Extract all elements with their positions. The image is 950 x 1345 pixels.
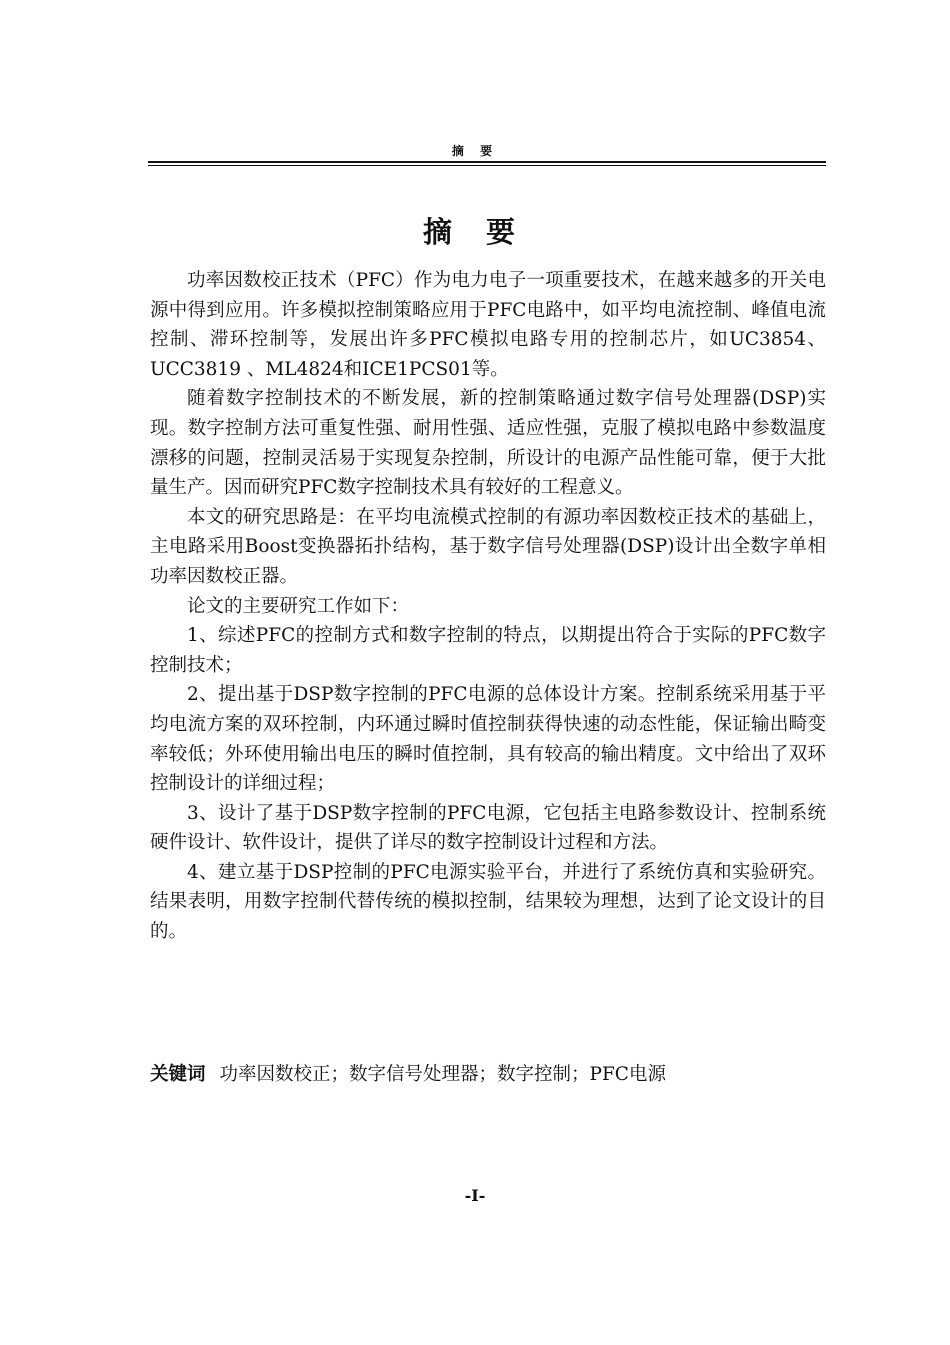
page-number: -I-	[464, 1186, 486, 1205]
abstract-paragraph: 功率因数校正技术（PFC）作为电力电子一项重要技术，在越来越多的开关电源中得到应用。许多模拟控制策略应用于PFC电路中，如平均电流控制、峰值电流控制、滞环控制等，发展出许多PFC模拟电路专用的控制芯片，如UC3854、UCC3819 、ML4824和ICE1PCS01等。	[150, 270, 826, 380]
header-divider	[148, 161, 826, 163]
abstract-list-item: 4、建立基于DSP控制的PFC电源实验平台，并进行了系统仿真和实验研究。结果表明，用数字控制代替传统的模拟控制，结果较为理想，达到了论文设计的目的。	[150, 861, 826, 943]
page-title: 摘 要	[422, 215, 528, 249]
abstract-paragraph: 随着数字控制技术的不断发展，新的控制策略通过数字信号处理器(DSP)实现。数字控制方法可重复性强、耐用性强、适应性强，克服了模拟电路中参数温度漂移的问题，控制灵活易于实现复杂控制，所设计的电源产品性能可靠，便于大批量生产。因而研究PFC数字控制技术具有较好的工程意义。	[150, 388, 826, 499]
abstract-paragraph: 论文的主要研究工作如下：	[187, 595, 410, 617]
abstract-list-item: 1、综述PFC的控制方式和数字控制的特点，以期提出符合于实际的PFC数字控制技术；	[150, 625, 826, 676]
abstract-body	[150, 266, 826, 947]
abstract-list-item: 2、提出基于DSP数字控制的PFC电源的总体设计方案。控制系统采用基于平均电流方案的双环控制，内环通过瞬时值控制获得快速的动态性能，保证输出畸变率较低；外环使用输出电压的瞬时值控制，具有较高的输出精度。文中给出了双环控制设计的详细过程；	[150, 684, 826, 795]
keywords-line	[150, 1060, 826, 1090]
keywords-text: 功率因数校正；数字信号处理器；数字控制；PFC电源	[219, 1064, 666, 1085]
keywords-label: 关键词	[150, 1064, 206, 1085]
abstract-list-item: 3、设计了基于DSP数字控制的PFC电源，它包括主电路参数设计、控制系统硬件设计、软件设计，提供了详尽的数字控制设计过程和方法。	[150, 802, 826, 854]
abstract-paragraph: 本文的研究思路是：在平均电流模式控制的有源功率因数校正技术的基础上，主电路采用Boost变换器拓扑结构，基于数字信号处理器(DSP)设计出全数字单相功率因数校正器。	[150, 506, 826, 587]
running-header: 摘 要	[451, 144, 499, 158]
